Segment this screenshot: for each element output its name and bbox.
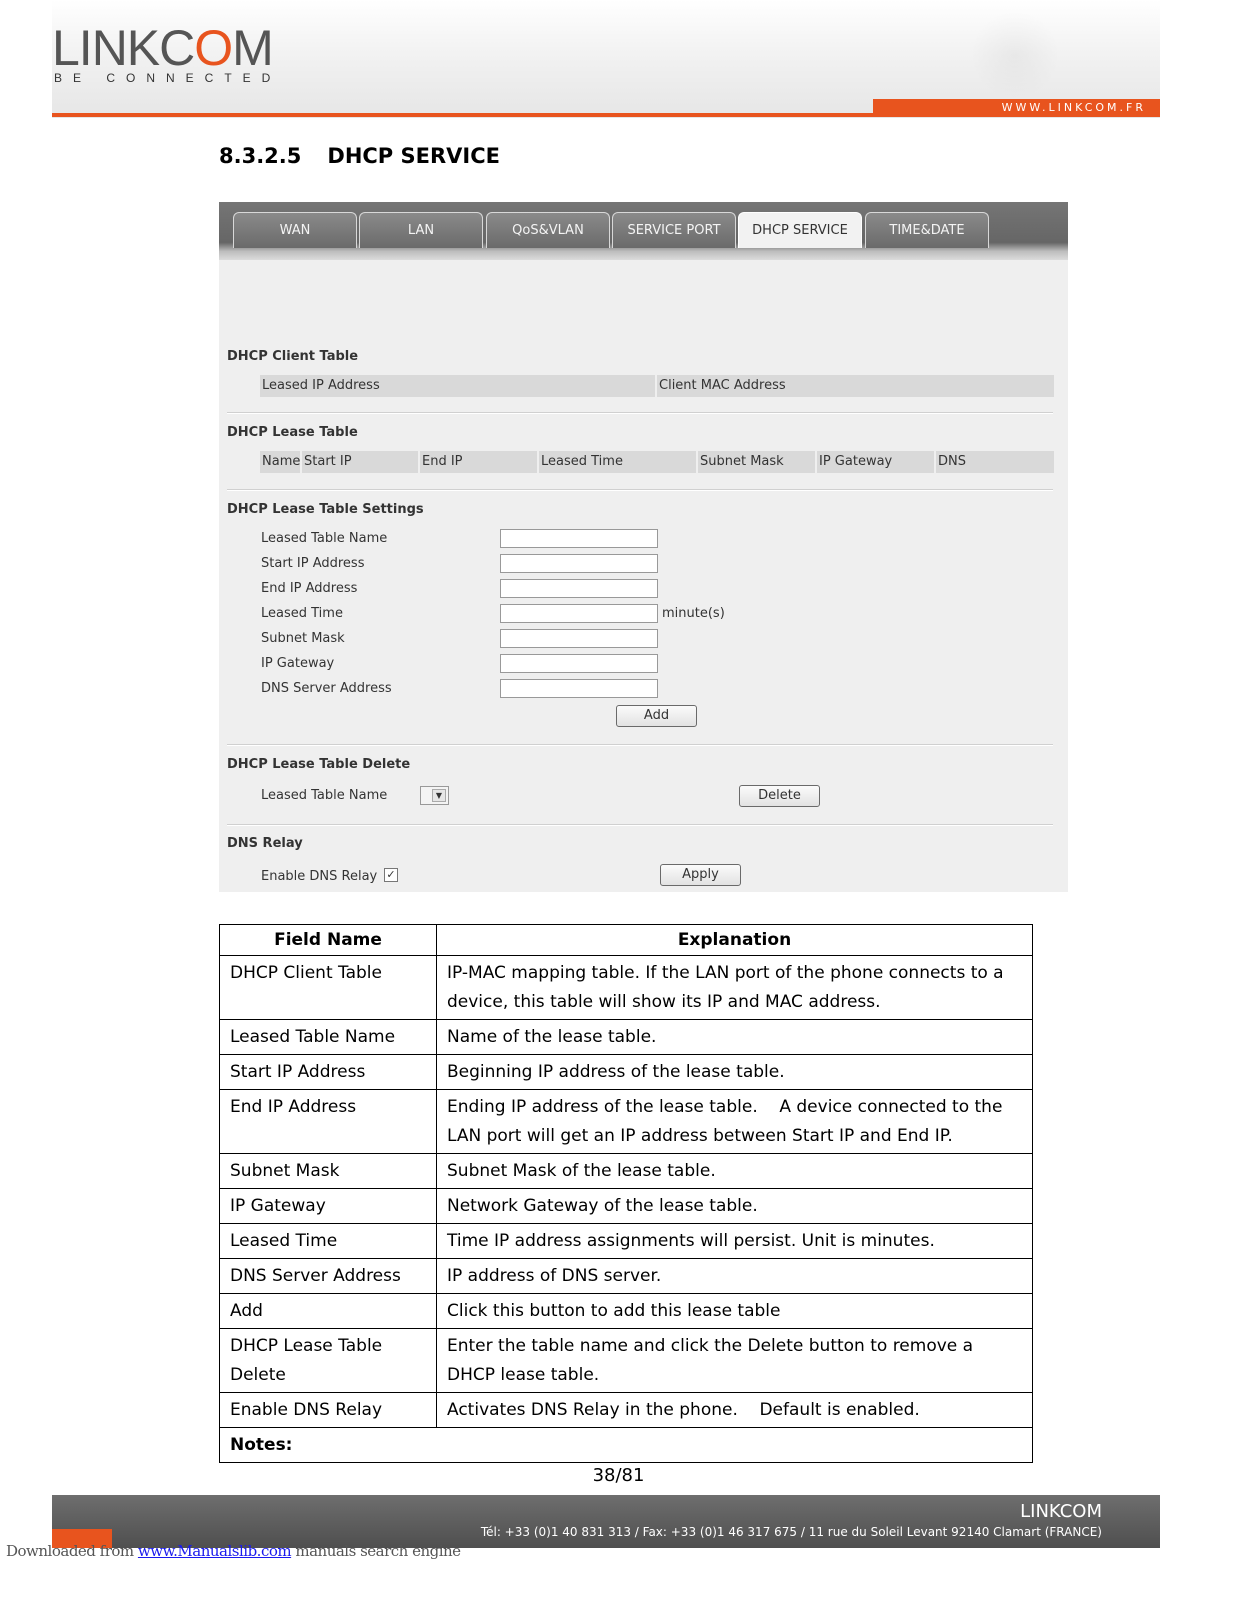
tab-dhcp-service[interactable]: DHCP SERVICE [738,212,862,248]
lease-col-start-ip: Start IP [302,451,418,473]
field-cell: Leased Time [220,1224,437,1259]
tab-service-port[interactable]: SERVICE PORT [612,212,736,248]
divider [227,744,1053,746]
table-row [220,1154,1033,1189]
website-label: WWW.LINKCOM.FR [873,99,1160,117]
download-prefix: Downloaded from [6,1542,138,1560]
table-row [220,1020,1033,1055]
linkcom-logo [52,22,292,86]
lease-col-name: Name [260,451,300,473]
table-row [220,956,1033,1020]
delete-button[interactable]: Delete [739,785,820,807]
explanation-cell: Time IP address assignments will persist. Unit is minutes. [437,1224,1033,1259]
decorative-watermark [970,10,1060,100]
field-explanation-table [219,924,1033,1463]
download-suffix: manuals search engine [291,1542,461,1560]
chevron-down-icon: ▼ [432,789,446,802]
explanation-cell: Enter the table name and click the Delete button to remove a DHCP lease table. [437,1329,1033,1393]
add-button[interactable]: Add [616,705,697,727]
field-cell: DHCP Lease Table Delete [220,1329,437,1393]
explanation-cell: Ending IP address of the lease table. A device connected to the LAN port will get an IP address between Start IP and End IP. [437,1090,1033,1154]
lease-col-end-ip: End IP [420,451,537,473]
footer-contact: Tél: +33 (0)1 40 831 313 / Fax: +33 (0)1 46 317 675 / 11 rue du Soleil Levant 92140 Clamart (FRANCE) [480,1525,1102,1539]
table-row [220,1090,1033,1154]
explanation-cell: Subnet Mask of the lease table. [437,1154,1033,1189]
logo-accent-letter: O [194,20,233,76]
table-row [220,1259,1033,1294]
dns-server-input[interactable] [500,679,658,698]
explanation-cell: Click this button to add this lease table [437,1294,1033,1329]
delete-table-name-label: Leased Table Name [261,788,388,803]
lease-col-leased-time: Leased Time [539,451,696,473]
field-cell: IP Gateway [220,1189,437,1224]
table-row [220,1294,1033,1329]
manualslib-link[interactable]: www.Manualslib.com [137,1542,292,1560]
settings-title: DHCP Lease Table Settings [227,502,424,517]
leased-time-unit: minute(s) [662,606,725,621]
subnet-mask-input[interactable] [500,629,658,648]
client-table-title: DHCP Client Table [227,349,359,364]
table-row [220,1055,1033,1090]
start-ip-input[interactable] [500,554,658,573]
lease-col-subnet-mask: Subnet Mask [698,451,815,473]
enable-dns-relay-label: Enable DNS Relay [261,869,378,884]
explanation-cell: Activates DNS Relay in the phone. Default is enabled. [437,1393,1033,1428]
field-cell: End IP Address [220,1090,437,1154]
tab-qos-vlan[interactable]: QoS&VLAN [486,212,610,248]
end-ip-label: End IP Address [261,581,358,596]
notes-label: Notes: [220,1428,1033,1463]
explanation-cell: Network Gateway of the lease table. [437,1189,1033,1224]
header-explanation: Explanation [437,925,1033,956]
field-cell: Leased Table Name [220,1020,437,1055]
footer-brand: LINKCOM [1020,1501,1102,1522]
download-note [6,1542,461,1560]
divider [227,489,1053,491]
table-row [220,1329,1033,1393]
table-row [220,1224,1033,1259]
field-cell: Enable DNS Relay [220,1393,437,1428]
field-cell: Subnet Mask [220,1154,437,1189]
explanation-cell: Name of the lease table. [437,1020,1033,1055]
explanation-cell: Beginning IP address of the lease table. [437,1055,1033,1090]
page-footer [52,1495,1160,1548]
explanation-cell: IP-MAC mapping table. If the LAN port of the phone connects to a device, this table will show its IP and MAC address. [437,956,1033,1020]
table-row [220,1393,1033,1428]
client-col-leased-ip: Leased IP Address [260,375,655,397]
checkmark-icon: ✓ [386,868,396,881]
tab-bar [219,202,1068,260]
dns-server-label: DNS Server Address [261,681,392,696]
client-col-mac: Client MAC Address [657,375,1054,397]
divider [227,412,1053,414]
table-header-row [220,925,1033,956]
leased-table-select[interactable] [420,786,449,805]
leased-time-label: Leased Time [261,606,343,621]
leased-table-name-input[interactable] [500,529,658,548]
end-ip-input[interactable] [500,579,658,598]
enable-dns-relay-checkbox[interactable] [384,868,398,882]
tab-lan[interactable]: LAN [359,212,483,248]
lease-col-dns: DNS [936,451,1054,473]
field-cell: DHCP Client Table [220,956,437,1020]
leased-table-name-label: Leased Table Name [261,531,388,546]
field-cell: Add [220,1294,437,1329]
field-cell: Start IP Address [220,1055,437,1090]
notes-row [220,1428,1033,1463]
ip-gateway-input[interactable] [500,654,658,673]
logo-text: LINKCOM [52,20,273,76]
delete-title: DHCP Lease Table Delete [227,757,411,772]
dns-relay-title: DNS Relay [227,836,303,851]
logo-tagline: BE CONNECTED [54,71,282,85]
tab-wan[interactable]: WAN [233,212,357,248]
section-number: 8.3.2.5 [219,144,302,168]
explanation-cell: IP address of DNS server. [437,1259,1033,1294]
header-field-name: Field Name [220,925,437,956]
table-row [220,1189,1033,1224]
dhcp-service-panel [219,202,1068,892]
lease-table-title: DHCP Lease Table [227,425,358,440]
lease-col-ip-gateway: IP Gateway [817,451,934,473]
leased-time-input[interactable] [500,604,658,623]
ip-gateway-label: IP Gateway [261,656,335,671]
start-ip-label: Start IP Address [261,556,365,571]
apply-button[interactable]: Apply [660,864,741,886]
tab-time-date[interactable]: TIME&DATE [865,212,989,248]
divider [227,824,1053,826]
subnet-mask-label: Subnet Mask [261,631,345,646]
field-cell: DNS Server Address [220,1259,437,1294]
page-number: 38/81 [592,1465,645,1486]
section-title: DHCP SERVICE [327,144,500,168]
section-heading [219,144,500,168]
